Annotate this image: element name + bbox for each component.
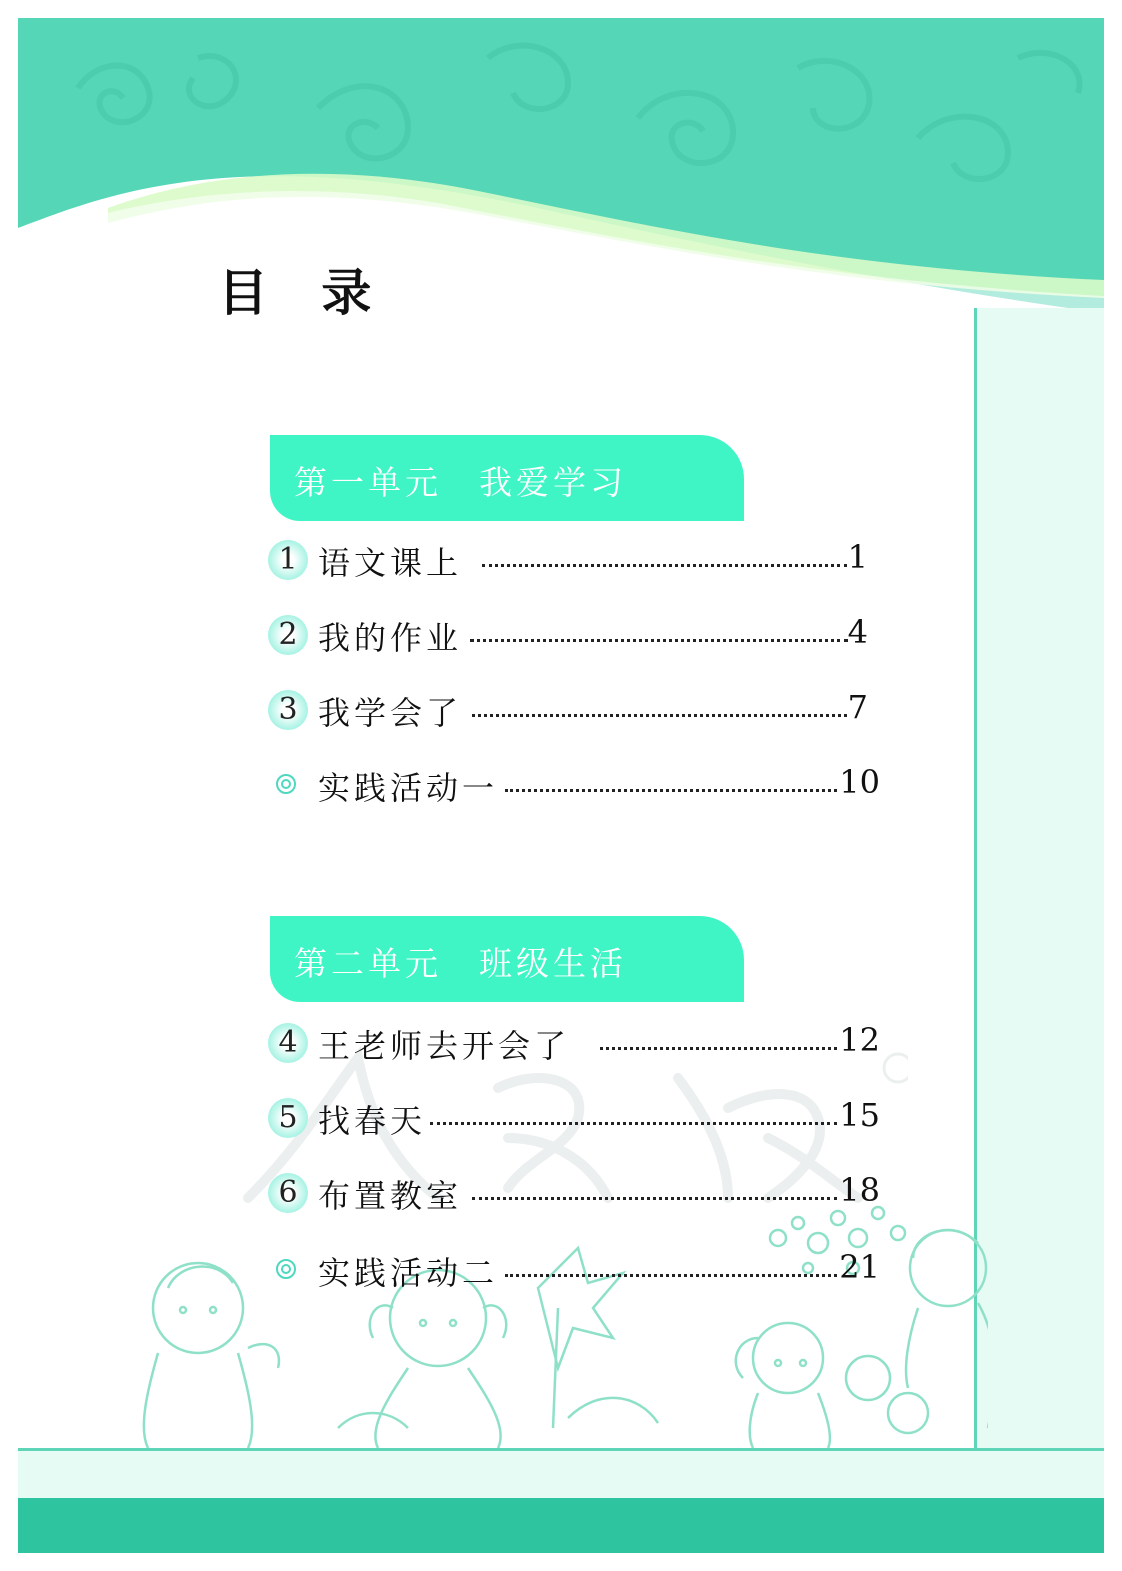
toc-entry-lesson-5[interactable] — [270, 1096, 880, 1144]
page-number: 1 — [847, 538, 868, 576]
page-title: 目 录 — [218, 264, 390, 322]
toc-entry-activity-1[interactable] — [270, 763, 880, 811]
lesson-title: 语文课上 — [318, 544, 463, 582]
dot-leader — [472, 714, 847, 717]
activity-ring-icon — [276, 774, 296, 794]
activity-title: 实践活动一 — [318, 769, 499, 807]
dot-leader — [430, 1122, 837, 1125]
page-number: 15 — [839, 1096, 880, 1134]
toc-entry-lesson-6[interactable] — [270, 1171, 880, 1219]
lesson-title: 布置教室 — [318, 1177, 463, 1215]
page-number: 21 — [839, 1248, 880, 1286]
dot-leader — [472, 1197, 837, 1200]
dot-leader — [505, 789, 837, 792]
dot-leader — [470, 639, 848, 642]
lesson-title: 我的作业 — [318, 619, 463, 657]
lesson-number-badge: 2 — [268, 615, 308, 655]
toc-entry-lesson-3[interactable] — [270, 688, 880, 736]
lesson-title: 王老师去开会了 — [318, 1027, 571, 1065]
unit-2-title: 第二单元 班级生活 — [294, 944, 627, 983]
page-number: 12 — [839, 1021, 880, 1059]
toc-entry-lesson-2[interactable] — [270, 613, 880, 661]
unit-1-header — [270, 435, 744, 521]
lesson-number-badge: 1 — [268, 540, 308, 580]
dot-leader — [600, 1047, 837, 1050]
activity-title: 实践活动二 — [318, 1254, 499, 1292]
book-page — [18, 18, 1104, 1553]
lesson-number-badge: 4 — [268, 1023, 308, 1063]
toc-entry-activity-2[interactable] — [270, 1248, 880, 1296]
lesson-number-badge: 3 — [268, 690, 308, 730]
footer-bar — [18, 1498, 1104, 1553]
lesson-number-badge: 5 — [268, 1098, 308, 1138]
dot-leader — [505, 1274, 837, 1277]
dot-leader — [482, 564, 847, 567]
page-number: 10 — [839, 763, 880, 801]
unit-2-header — [270, 916, 744, 1002]
right-side-band — [974, 308, 1104, 1478]
page-number: 4 — [847, 613, 868, 651]
lesson-title: 我学会了 — [318, 694, 463, 732]
lesson-title: 找春天 — [318, 1102, 427, 1140]
page-number: 18 — [839, 1171, 880, 1209]
activity-ring-icon — [276, 1259, 296, 1279]
toc-entry-lesson-1[interactable] — [270, 538, 880, 586]
bottom-band — [18, 1448, 1104, 1501]
page-number: 7 — [847, 688, 868, 726]
children-illustration — [108, 1198, 988, 1448]
unit-1-title: 第一单元 我爱学习 — [294, 463, 627, 502]
lesson-number-badge: 6 — [268, 1173, 308, 1213]
header-decoration — [18, 18, 1104, 328]
toc-entry-lesson-4[interactable] — [270, 1021, 880, 1069]
